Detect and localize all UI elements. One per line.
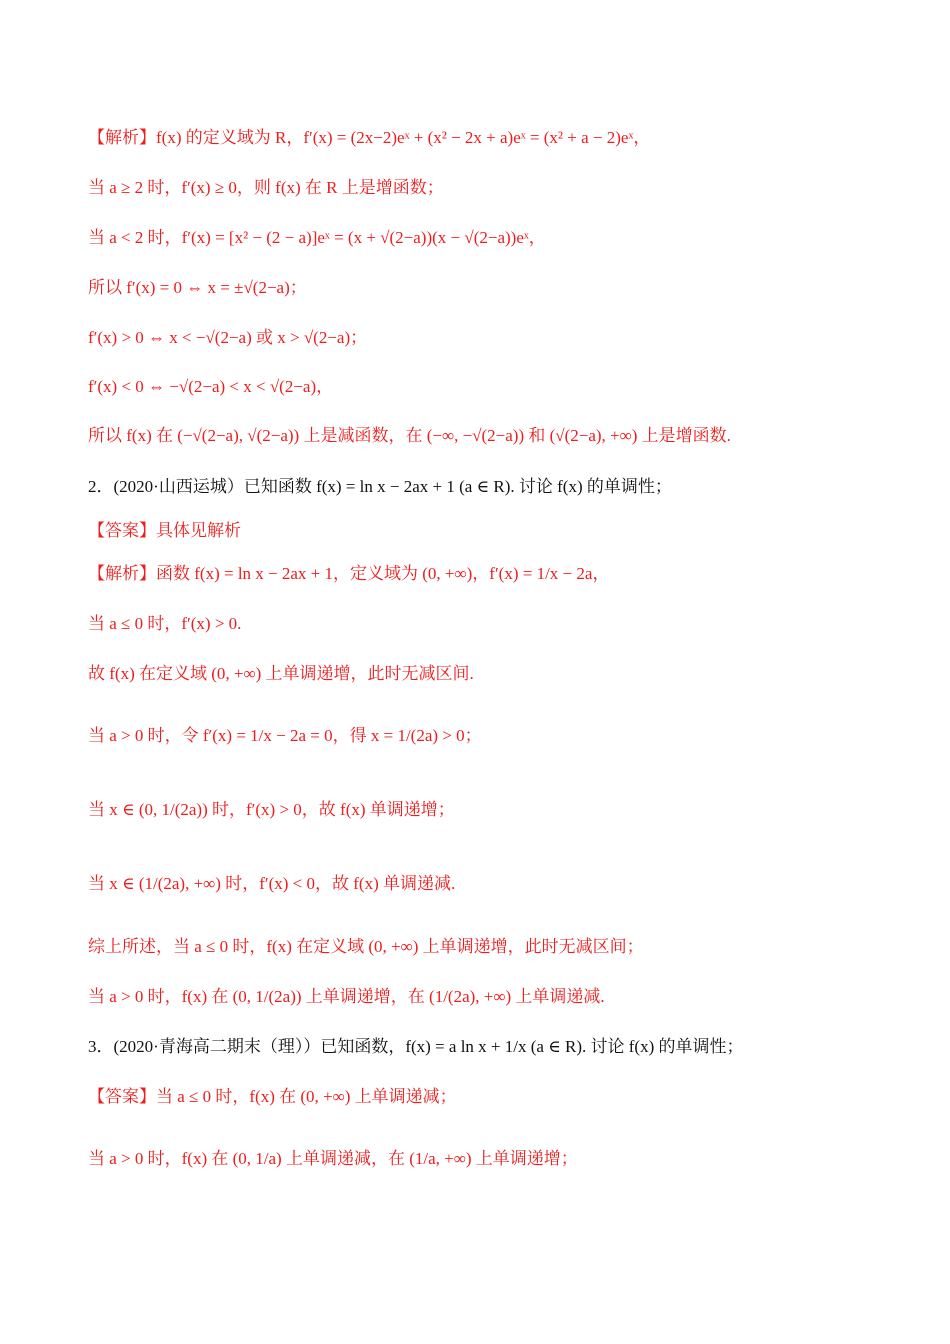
text-line: 当 a > 0 时，令 f′(x) = 1/x − 2a = 0，得 x = 1/(2a) > 0；: [88, 726, 482, 745]
text-line: 3．(2020·青海高二期末（理））已知函数，f(x) = a ln x + 1/x (a ∈ R). 讨论 f(x) 的单调性；: [88, 1037, 744, 1056]
text-line: 【答案】具体见解析: [88, 521, 241, 540]
text-line: 当 x ∈ (0, 1/(2a)) 时，f′(x) > 0，故 f(x) 单调递增；: [88, 800, 455, 819]
text-line: 当 a > 0 时，f(x) 在 (0, 1/a) 上单调递减，在 (1/a, +∞) 上单调递增；: [88, 1149, 578, 1168]
text-line: 当 a ≤ 0 时，f′(x) > 0.: [88, 614, 242, 633]
text-line: 当 x ∈ (1/(2a), +∞) 时，f′(x) < 0，故 f(x) 单调递减.: [88, 874, 456, 893]
text-line: 故 f(x) 在定义域 (0, +∞) 上单调递增，此时无减区间.: [88, 664, 474, 683]
text-line: f′(x) > 0 ⇔ x < −√(2−a) 或 x > √(2−a)；: [88, 328, 368, 347]
text-line: 综上所述，当 a ≤ 0 时，f(x) 在定义域 (0, +∞) 上单调递增，此时无减区间；: [88, 937, 644, 956]
text-line: 当 a < 2 时，f′(x) = [x² − (2 − a)]eˣ = (x + √(2−a))(x − √(2−a))eˣ，: [88, 228, 546, 247]
text-line: 【答案】当 a ≤ 0 时，f(x) 在 (0, +∞) 上单调递减；: [88, 1087, 457, 1106]
text-line: 所以 f′(x) = 0 ⇔ x = ±√(2−a)；: [88, 278, 307, 297]
text-line: 所以 f(x) 在 (−√(2−a), √(2−a)) 上是减函数，在 (−∞, −√(2−a)) 和 (√(2−a), +∞) 上是增函数.: [88, 426, 731, 445]
text-line: 2．(2020·山西运城）已知函数 f(x) = ln x − 2ax + 1 (a ∈ R). 讨论 f(x) 的单调性；: [88, 477, 672, 496]
text-line: 【解析】函数 f(x) = ln x − 2ax + 1，定义域为 (0, +∞)，f′(x) = 1/x − 2a，: [88, 564, 610, 583]
text-line: 【解析】f(x) 的定义域为 R，f′(x) = (2x−2)eˣ + (x² − 2x + a)eˣ = (x² + a − 2)eˣ，: [88, 128, 651, 147]
text-line: 当 a ≥ 2 时，f′(x) ≥ 0，则 f(x) 在 R 上是增函数；: [88, 178, 444, 197]
text-line: f′(x) < 0 ⇔ −√(2−a) < x < √(2−a)，: [88, 377, 334, 396]
text-line: 当 a > 0 时，f(x) 在 (0, 1/(2a)) 上单调递增，在 (1/(2a), +∞) 上单调递减.: [88, 987, 605, 1006]
